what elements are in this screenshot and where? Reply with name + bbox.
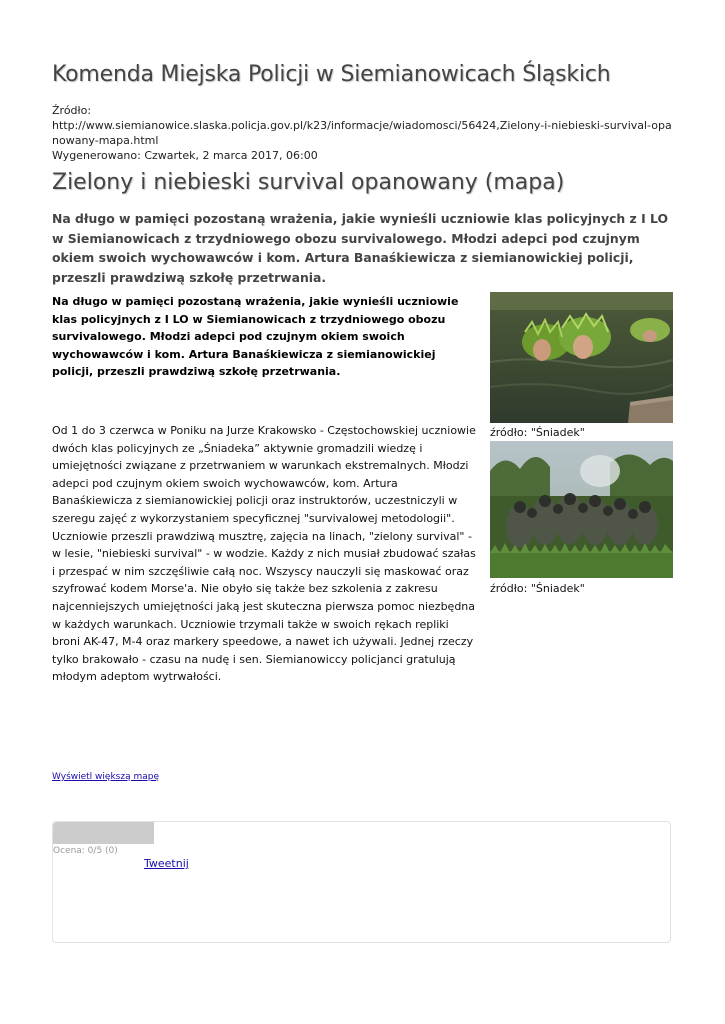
- view-larger-map-link[interactable]: Wyświetl większą mapę: [52, 772, 159, 782]
- generated-date: Wygenerowano: Czwartek, 2 marca 2017, 06:00: [52, 149, 318, 162]
- source-label: Źródło:: [52, 104, 92, 117]
- rating-stars-bar[interactable]: [53, 822, 154, 844]
- source-url: http://www.siemianowice.slaska.policja.gov.pl/k23/informacje/wiadomosci/56424,Zielony-i-niebieski-survival-opanowany-mapa.html: [52, 119, 672, 147]
- document-meta: [52, 103, 677, 163]
- rating-label: Ocena: 0/5 (0): [53, 846, 118, 856]
- article-lead-repeat: Na długo w pamięci pozostaną wrażenia, jakie wynieśli uczniowie klas policyjnych z I LO w Siemianowicach z trzydniowego obozu survivalowego. Młodzi adepci pod czujnym okiem swoich wychowawców i kom. Artura Banaśkiewicza z siemianowickiej policji, przeszli prawdziwą szkołę przetrwania.: [52, 295, 459, 379]
- tweet-button[interactable]: Tweetnij: [144, 857, 189, 870]
- article-lead: Na długo w pamięci pozostaną wrażenia, jakie wynieśli uczniowie klas policyjnych z I LO w Siemianowicach z trzydniowego obozu survivalowego. Młodzi adepci pod czujnym okiem swoich wychowawców i kom. Artura Banaśkiewicza z siemianowickiej policji, przeszli prawdziwą szkołę przetrwania.: [52, 211, 668, 285]
- article-title: Zielony i niebieski survival opanowany (mapa): [52, 170, 565, 195]
- photo-caption: źródło: "Śniadek": [490, 582, 585, 595]
- photo-caption: źródło: "Śniadek": [490, 426, 585, 439]
- article-body: Od 1 do 3 czerwca w Poniku na Jurze Krakowsko - Częstochowskiej uczniowie dwóch klas policyjnych ze „Śniadeka” aktywnie gromadzili wiedzę i umiejętności związane z przetrwaniem w warunkach ekstremalnych. Młodzi adepci pod czujnym okiem swoich wychowawców, kom. Artura Banaśkiewicza z siemianowickiej policji oraz instruktorów, uczestniczyli w szeregu zajęć z wykorzystaniem specyficznej "survivalowej metodologii". Uczniowie przeszli prawdziwą musztrę, zajęcia na linach, "zielony survival" - w lesie, "niebieski survival" - w wodzie. Każdy z nich musiał zbudować szałas i przespać w nim szczęśliwie całą noc. Wszyscy nauczyli się maskować oraz szyfrować kodem Morse'a. Nie obyło się także bez szkolenia z zakresu najcenniejszych umiejętności jaką jest skuteczna pierwsza pomoc niezbędna w każdych warunkach. Uczniowie trzymali także w swoich rękach repliki broni AK-47, M-4 oraz markery speedowe, a nawet ich używali. Jednej rzeczy tylko brakowało - czasu na nudę i sen. Siemianowiccy policjanci gratulują młodym adeptom wytrwałości.: [52, 424, 476, 684]
- photo-group-forest: [490, 441, 673, 578]
- rating-share-box: [52, 821, 671, 943]
- site-title: Komenda Miejska Policji w Siemianowicach Śląskich: [52, 62, 611, 87]
- photo-water-camouflage: [490, 292, 673, 423]
